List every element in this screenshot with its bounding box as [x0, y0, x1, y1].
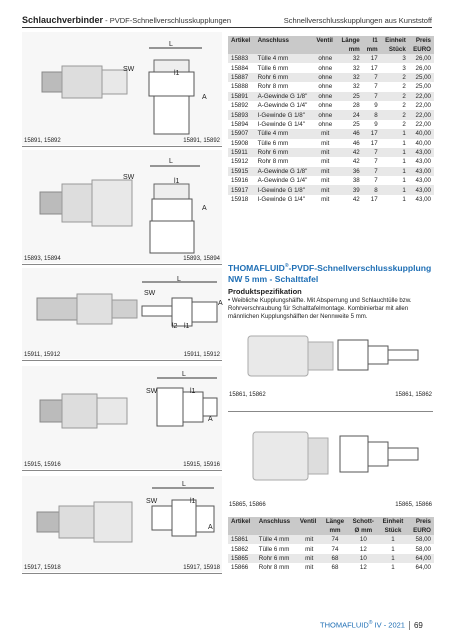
table-cell: ohne [313, 54, 337, 63]
table-cell: 46 [352, 139, 360, 147]
col-subheader [297, 526, 322, 535]
table-cell: 22,00 [415, 120, 431, 128]
col-subheader: Ø mm [348, 526, 378, 535]
table-cell: 74 [322, 535, 349, 544]
caption-left: 15893, 15894 [24, 256, 61, 262]
table-cell: 43,00 [409, 167, 434, 176]
fitting-female-thread-drawing [22, 150, 222, 263]
table-cell: 40,00 [415, 139, 431, 147]
table-cell: ohne [318, 64, 333, 72]
table-row [228, 157, 434, 166]
col-header: Anschluss [256, 517, 297, 526]
table-cell: 7 [363, 92, 381, 101]
caption-right: 15917, 15918 [183, 565, 220, 571]
table-cell: 7 [363, 167, 381, 176]
table-cell: 1 [402, 177, 406, 185]
caption-right: 15911, 15912 [183, 352, 220, 358]
table-cell: 24 [337, 110, 363, 119]
table-cell: 8 [363, 110, 381, 119]
fitting-male-thread-drawing [22, 32, 222, 145]
col-header: Einheit [381, 36, 409, 45]
table-cell: 15911 [228, 148, 255, 157]
table-cell: 15908 [231, 139, 249, 147]
fitting-tube-drawing [22, 268, 222, 359]
table-cell: Tülle 4 mm [255, 54, 314, 63]
dim-l-label: L [169, 41, 173, 48]
table-cell: 3 [381, 54, 409, 63]
table-cell: 22,00 [409, 92, 434, 101]
dim-a-label: A [202, 205, 207, 212]
table-cell: 43,00 [415, 196, 431, 204]
table-cell: mit [321, 158, 330, 166]
table-cell: 42 [352, 196, 360, 204]
table-row [228, 185, 434, 194]
table-cell: Tülle 4 mm [256, 535, 297, 544]
table-row [228, 63, 434, 72]
caption-left: 15891, 15892 [24, 138, 61, 144]
table-cell: 2 [402, 102, 406, 110]
product-photo-3 [22, 268, 222, 361]
dim-a-label: A [202, 94, 207, 101]
col-subheader [256, 526, 297, 535]
header-title [22, 15, 231, 25]
table-cell: 15861 [228, 535, 256, 544]
table-cell: 32 [337, 54, 363, 63]
dim-l-label: L [182, 481, 186, 488]
table-cell: mit [313, 167, 337, 176]
dim-l2-label: l2 [172, 323, 178, 330]
table-cell: Tülle 4 mm [255, 129, 314, 138]
section-title-brand: THOMAFLUID [228, 262, 285, 273]
table-row [228, 563, 434, 572]
table-cell: 15888 [231, 83, 249, 91]
product-photo-4 [22, 366, 222, 471]
table-cell: mit [305, 564, 314, 572]
table-cell: ohne [313, 110, 337, 119]
table-row [228, 167, 434, 176]
dim-sw-label: SW [146, 498, 158, 505]
table-cell: 10 [348, 535, 378, 544]
table-cell: ohne [313, 92, 337, 101]
table-cell: Tülle 6 mm [257, 64, 289, 72]
table-cell: 64,00 [415, 564, 431, 572]
table-cell: 15892 [231, 102, 249, 110]
table-cell: 7 [374, 177, 378, 185]
col-header: Ventil [297, 517, 322, 526]
table-cell: 68 [331, 564, 339, 572]
table-cell: ohne [313, 73, 337, 82]
table-cell: 32 [352, 83, 360, 91]
table-cell: 64,00 [408, 554, 434, 563]
col-header: Schott- [348, 517, 378, 526]
table-cell: I-Gewinde G 1/4" [257, 120, 305, 128]
table-row [228, 82, 434, 91]
caption-right: 15891, 15892 [183, 138, 220, 144]
table-cell: 32 [337, 73, 363, 82]
col-header: Länge [322, 517, 349, 526]
table-cell: A-Gewinde G 1/8" [255, 92, 314, 101]
table-cell: A-Gewinde G 1/8" [255, 167, 314, 176]
table-cell: mit [321, 139, 330, 147]
table-cell: 2 [402, 120, 406, 128]
table-cell: Rohr 6 mm [256, 554, 297, 563]
product-photo-2 [22, 150, 222, 265]
table-cell: 74 [331, 545, 339, 553]
product-photo-5 [22, 476, 222, 574]
table-cell: 9 [374, 102, 378, 110]
table-cell: 26,00 [409, 54, 434, 63]
dim-sw-label: SW [123, 66, 135, 73]
table-cell: 1 [391, 545, 395, 553]
caption-left: 15861, 15862 [229, 392, 266, 398]
drawing-caption-1 [228, 392, 433, 412]
table-cell: 15887 [228, 73, 255, 82]
table-cell: 25 [352, 120, 360, 128]
col-header: Artikel [228, 517, 256, 526]
dim-l-label: L [169, 158, 173, 165]
table-cell: Rohr 8 mm [257, 83, 289, 91]
panel-coupling-drawing-bottom [228, 418, 433, 496]
table-cell: 43,00 [415, 177, 431, 185]
table-cell: 42 [337, 148, 363, 157]
col-subheader: mm [337, 45, 363, 54]
table-cell: I-Gewinde G 1/8" [255, 110, 314, 119]
dim-sw-label: SW [123, 174, 135, 181]
dim-a-label: A [208, 416, 213, 423]
drawing-bottom [228, 418, 433, 496]
table-cell: 1 [391, 564, 395, 572]
table-row [228, 139, 434, 148]
page-header [22, 14, 432, 28]
footer-edition: IV - 2021 [372, 620, 405, 630]
table-cell: 1 [378, 554, 407, 563]
table-row [228, 110, 434, 119]
caption-right: 15861, 15862 [395, 392, 432, 398]
table-cell: mit [313, 129, 337, 138]
table-cell: mit [313, 148, 337, 157]
dim-l1-label: l1 [190, 498, 196, 505]
table-cell: 15883 [228, 54, 255, 63]
table-row [228, 544, 434, 553]
header-right: Schnellverschlusskupplungen aus Kunststoff [283, 16, 432, 25]
table-cell: 15915 [228, 167, 255, 176]
table-cell: 39 [337, 185, 363, 194]
caption-left: 15865, 15866 [229, 502, 266, 508]
table-cell: 25 [337, 92, 363, 101]
table-cell: 2 [381, 92, 409, 101]
table-cell: 1 [381, 129, 409, 138]
table-cell: 26,00 [415, 64, 431, 72]
dim-a-label: A [208, 524, 213, 531]
table-cell: 43,00 [409, 148, 434, 157]
table-cell: 17 [363, 129, 381, 138]
table-cell: 68 [322, 554, 349, 563]
table-cell: I-Gewinde G 1/4" [257, 196, 305, 204]
dim-l1-label: l1 [184, 323, 190, 330]
table-cell: 36 [337, 167, 363, 176]
caption-left: 15917, 15918 [24, 565, 61, 571]
dim-l1-label: l1 [190, 388, 196, 395]
table-row [228, 554, 434, 563]
table-cell: 15916 [231, 177, 249, 185]
table-cell: mit [297, 535, 322, 544]
col-subheader [255, 45, 314, 54]
dim-sw-label: SW [144, 290, 156, 297]
col-subheader: mm [363, 45, 381, 54]
table-cell: Tülle 6 mm [257, 139, 289, 147]
table-cell: 10 [348, 554, 378, 563]
table-cell: 1 [381, 185, 409, 194]
col-subheader: Stück [378, 526, 407, 535]
table-cell: 17 [370, 139, 378, 147]
table-cell: 9 [374, 120, 378, 128]
table-cell: I-Gewinde G 1/8" [255, 185, 314, 194]
table-cell: 15893 [228, 110, 255, 119]
table-header-row [228, 517, 434, 526]
table-cell: 15866 [231, 564, 249, 572]
table-cell: 7 [363, 148, 381, 157]
table-cell: 15918 [231, 196, 249, 204]
table-cell: 46 [337, 129, 363, 138]
col-header: Ventil [313, 36, 337, 45]
col-header: l1 [363, 36, 381, 45]
caption-right: 15893, 15894 [183, 256, 220, 262]
table-cell: 3 [402, 64, 406, 72]
table-cell: 2 [381, 73, 409, 82]
table-cell: 42 [352, 158, 360, 166]
col-header: Einheit [378, 517, 407, 526]
article-table-1 [228, 36, 434, 204]
table-cell: 15907 [228, 129, 255, 138]
section-title-rest: -PVDF-Schnellverschlusskupplung [288, 262, 432, 273]
caption-left: 15911, 15912 [24, 352, 61, 358]
table-row [228, 101, 434, 110]
col-subheader: mm [322, 526, 349, 535]
table-cell: 15865 [228, 554, 256, 563]
dim-l-label: L [177, 276, 181, 283]
col-header: Preis [409, 36, 434, 45]
caption-right: 15865, 15866 [395, 502, 432, 508]
table-cell: Tülle 6 mm [258, 545, 290, 553]
table-row [228, 129, 434, 138]
dim-a-label: A [218, 300, 223, 307]
table-cell: 12 [359, 564, 367, 572]
table-row [228, 73, 434, 82]
table-cell: A-Gewinde G 1/4" [257, 177, 308, 185]
col-header: Länge [337, 36, 363, 45]
table-cell: 1 [378, 535, 407, 544]
table-cell: 1 [402, 139, 406, 147]
table-cell: Rohr 6 mm [255, 148, 314, 157]
product-photo-1 [22, 32, 222, 147]
table-cell: 43,00 [415, 158, 431, 166]
col-subheader: EURO [409, 45, 434, 54]
col-subheader: Stück [381, 45, 409, 54]
panel-coupling-drawing-top [228, 326, 433, 386]
col-subheader [228, 526, 256, 535]
table-cell: 40,00 [409, 129, 434, 138]
table-cell: 17 [370, 64, 378, 72]
page-number: 69 [409, 621, 423, 630]
table-cell: A-Gewinde G 1/4" [257, 102, 308, 110]
table-cell: 58,00 [408, 535, 434, 544]
drawing-caption-2 [228, 502, 433, 514]
table-cell: Rohr 6 mm [255, 73, 314, 82]
table-cell: 7 [374, 83, 378, 91]
table-row [228, 535, 434, 544]
caption-left: 15915, 15916 [24, 462, 61, 468]
table-cell: 15884 [231, 64, 249, 72]
table-cell: 28 [352, 102, 360, 110]
table-cell: 8 [363, 185, 381, 194]
caption-right: 15915, 15916 [183, 462, 220, 468]
table-cell: mit [321, 196, 330, 204]
dim-l1-label: l1 [174, 70, 180, 77]
table-cell: 7 [374, 158, 378, 166]
table-subheader-row [228, 526, 434, 535]
footer-brand: THOMAFLUID [320, 620, 369, 630]
table-cell: 43,00 [409, 185, 434, 194]
table-cell: 15862 [231, 545, 249, 553]
col-header: Preis [408, 517, 434, 526]
col-header: Anschluss [255, 36, 314, 45]
drawing-top [228, 326, 433, 386]
col-subheader [228, 45, 255, 54]
table-cell: 15891 [228, 92, 255, 101]
fitting-female-thread-valve-drawing [22, 476, 222, 572]
header-title-main: Schlauchverbinder [22, 15, 104, 25]
table-cell: 15894 [231, 120, 249, 128]
header-subtitle: - PVDF-Schnellverschlusskupplungen [103, 16, 232, 25]
table-cell: 2 [381, 110, 409, 119]
table-header-row [228, 36, 434, 45]
registered-mark: ® [284, 263, 289, 269]
article-table-2 [228, 517, 434, 573]
table-cell: ohne [318, 102, 333, 110]
table-cell: 15917 [228, 185, 255, 194]
table-subheader-row [228, 45, 434, 54]
section-title [228, 261, 438, 285]
table-row [228, 176, 434, 185]
table-cell: 1 [381, 167, 409, 176]
table-cell: 12 [359, 545, 367, 553]
table-cell: 38 [352, 177, 360, 185]
table-cell: 1 [402, 196, 406, 204]
table-row [228, 54, 434, 63]
table-cell: 25,00 [415, 83, 431, 91]
table-cell: mit [313, 185, 337, 194]
table-cell: 17 [370, 196, 378, 204]
table-cell: 25,00 [409, 73, 434, 82]
table-cell: mit [297, 554, 322, 563]
table-cell: 1 [402, 158, 406, 166]
spec-subhead: Produktspezifikation [228, 287, 302, 296]
table-cell: 58,00 [415, 545, 431, 553]
table-cell: mit [305, 545, 314, 553]
table-cell: ohne [318, 83, 333, 91]
table-row [228, 92, 434, 101]
dim-l-label: L [182, 371, 186, 378]
dim-l1-label: l1 [174, 178, 180, 185]
fitting-male-thread-valve-drawing [22, 366, 222, 469]
table-cell: ohne [318, 120, 333, 128]
footer-registered-mark: ® [368, 620, 373, 626]
table-cell: 32 [352, 64, 360, 72]
table-cell: 2 [402, 83, 406, 91]
table-row [228, 120, 434, 129]
table-cell: 15912 [231, 158, 249, 166]
table-row [228, 195, 434, 204]
table-row [228, 148, 434, 157]
section-title-line2: NW 5 mm - Schalttafel [228, 273, 319, 284]
table-cell: Rohr 8 mm [258, 564, 290, 572]
col-header: Artikel [228, 36, 255, 45]
col-subheader: EURO [408, 526, 434, 535]
dim-sw-label: SW [146, 388, 158, 395]
table-cell: 7 [363, 73, 381, 82]
table-cell: 22,00 [415, 102, 431, 110]
table-cell: 1 [381, 148, 409, 157]
table-cell: 22,00 [409, 110, 434, 119]
table-cell: Rohr 8 mm [257, 158, 289, 166]
spec-bullet: • Weibliche Kupplungshälfte. Mit Absperrung und Schlauchtülle bzw. Rohrverschraubung für Schalttafelmontage. Kombinierbar mit allen männlichen Kupplungshälften der Nennweite 5 mm. [228, 297, 412, 320]
table-cell: 17 [363, 54, 381, 63]
table-cell: mit [321, 177, 330, 185]
col-subheader [313, 45, 337, 54]
page-footer [320, 620, 423, 630]
